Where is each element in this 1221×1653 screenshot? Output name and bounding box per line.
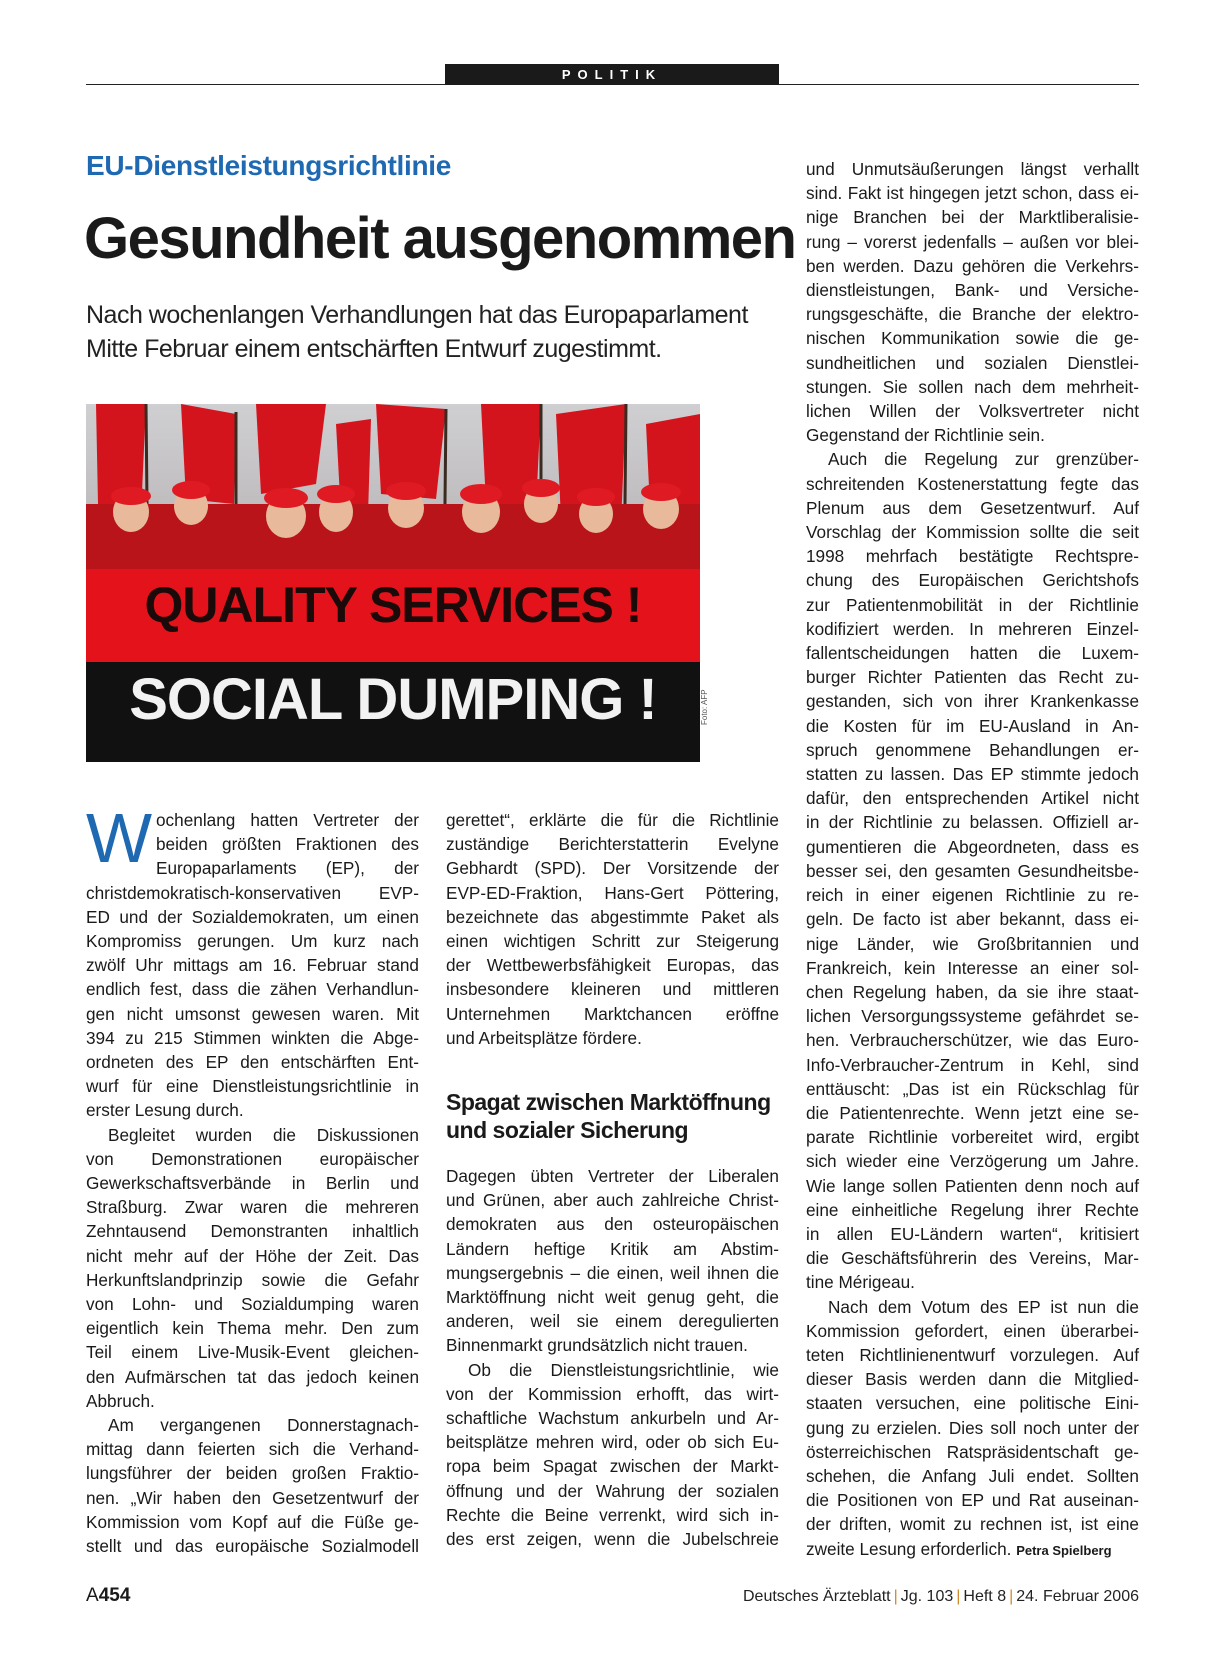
text-line: Info-Verbraucher-Zentrum in Kehl, sind [806,1054,1139,1075]
text-line: christdemokratisch-konservativen EVP- [86,882,419,903]
text-line: Dagegen übten Vertreter der Liberalen [446,1166,779,1186]
text-line: schaftliche Wachstum ankurbeln und Ar- [446,1408,779,1429]
text-column-2-continued [446,1164,779,1551]
text-line: nen. „Wir haben den Gesetzentwurf der [86,1487,419,1508]
text-line: die Geschäftsführerin des Vereins, Mar- [806,1248,1139,1269]
text-line: parate Richtlinie vorbereitet wird, ergibt [806,1127,1139,1148]
text-line: staaten versuchen, eine politische Eini- [806,1393,1139,1414]
text-line: Teil einem Live-Musik-Event gleichen- [86,1342,419,1363]
footer-separator: | [956,1588,961,1605]
text-line: Gewerkschaftsverbände in Berlin und [86,1173,419,1194]
banner-text-top: QUALITY SERVICES ! [144,577,642,633]
text-line: burger Richter Patienten das Recht zu- [806,667,1139,688]
text-line: teten Richtlinienentwurf vorzulegen. Auf [806,1344,1139,1365]
journal-date: 24. Februar 2006 [1016,1588,1139,1605]
text-line: Binnenmarkt grundsätzlich nicht trauen. [446,1335,748,1356]
text-line: Ob die Dienstleistungsrichtlinie, wie [468,1359,779,1380]
text-line: EVP-ED-Fraktion, Hans-Gert Pöttering, [446,882,779,903]
text-line: sind. Fakt ist hingegen jetzt schon, dass ei- [806,183,1139,204]
text-line: stellt und das europäische Sozialmodell [86,1536,419,1557]
text-line: kodifiziert werden. In mehreren Einzel- [806,618,1139,639]
text-line: und Grünen, aber auch zahlreiche Christ- [446,1190,779,1211]
text-line: Plenum aus dem Gesetzentwurf. Auf [806,497,1139,518]
text-column-2 [446,808,779,1050]
text-line: enttäuscht: „Das ist ein Rückschlag für [806,1078,1139,1099]
text-line: nicht mehr auf der Höhe der Zeit. Das [86,1245,419,1266]
text-line: rung – vorerst jedenfalls – außen vor blei- [806,231,1139,252]
text-line: dieser Basis werden dann die Mitglied- [806,1369,1139,1390]
text-line: nischen Kommunikation sowie die ge- [806,328,1139,349]
text-line: Auch die Regelung zur grenzüber- [828,449,1139,470]
demonstration-photo [86,404,700,762]
text-line: Gebhardt (SPD). Der Vorsitzende der [446,858,779,879]
text-line: Straßburg. Zwar waren die mehreren [86,1197,419,1218]
text-line: öffnung und der Wahrung der sozialen [446,1480,779,1501]
text-line: insbesondere kleineren und mittleren [446,979,779,1000]
text-line: spruch genommene Behandlungen er- [806,739,1139,760]
page-prefix: A [86,1585,99,1606]
text-line: hen. Verbraucherschützer, wie das Euro- [806,1030,1139,1051]
text-line: Rechte die Beine verrenkt, wird sich in- [446,1504,779,1525]
text-line: Unternehmen Marktchancen eröffne [446,1003,779,1024]
text-line: 394 zu 215 Stimmen winkten die Abge- [86,1027,419,1048]
text-line: in der Richtlinie zu belassen. Offiziell ar- [806,812,1139,833]
text-line: mittag dann feierten sich die Verhand- [86,1439,419,1460]
text-line: lichen Versorgungssysteme gefährdet se- [806,1006,1139,1027]
text-line: bezeichnete das abgestimmte Paket als [446,906,779,927]
text-line: stungen. Sie sollen nach dem mehrheit- [806,376,1139,397]
journal-volume: Jg. 103 [900,1588,954,1605]
journal-issue: Heft 8 [963,1588,1007,1605]
text-line: zur Patientenmobilität in der Richtlinie [806,594,1139,615]
text-line: ben werden. Dazu gehören die Verkehrs- [806,255,1139,276]
text-line-fragment: zweite Lesung erforderlich. [806,1538,1012,1559]
text-line: demokraten aus den osteuropäischen [446,1214,779,1235]
text-line: von der Kommission erhofft, das wirt- [446,1383,779,1404]
text-column-1 [86,799,419,1558]
text-line: gumentieren die Abgeordneten, dass es [806,836,1139,857]
text-line: gerettet“, erklärte die für die Richtlinie [446,810,779,830]
standfirst-line: Nach wochenlangen Verhandlungen hat das Europaparlament [86,301,748,329]
text-line: nige Länder, wie Großbritannien und [806,933,1139,954]
headline: Gesundheit ausgenommen [84,206,796,271]
text-line: lungsführer der beiden großen Fraktio- [86,1463,419,1484]
text-line: fallentscheidungen hatten die Luxem- [806,643,1139,664]
text-line: sich wieder eine Verzögerung um Jahre. [806,1151,1139,1172]
text-line: gestanden, sich von ihrer Krankenkasse [806,691,1139,712]
subheading-line: und sozialer Sicherung [446,1117,689,1143]
text-line: Nach dem Votum des EP ist nun die [828,1296,1139,1317]
banner-text-bottom: SOCIAL DUMPING ! [129,667,657,732]
text-line: chen Regelung haben, da sie ihre staat- [806,981,1139,1002]
page-number-value: 454 [98,1585,131,1606]
text-line: des erst zeigen, wenn die Jubelschreie [446,1529,779,1550]
subheading [446,1088,779,1144]
text-line: und Arbeitsplätze fördere. [446,1027,642,1048]
text-line: Zehntausend Demonstranten inhaltlich [86,1221,419,1242]
text-line: gen nicht umsonst gewesen waren. Mit [86,1003,419,1024]
text-line: reich in einer eigenen Richtlinie zu re- [806,885,1139,906]
text-line: der driften, womit zu rechnen ist, ist eine [806,1514,1139,1535]
text-line: anderen, weil sie einem deregulierten [446,1311,779,1332]
section-label: POLITIK [445,64,779,85]
text-line: Abbruch. [86,1390,155,1411]
text-line: einen wichtigen Schritt zur Steigerung [446,931,779,952]
text-line: Ländern heftige Kritik am Abstim- [446,1238,779,1259]
text-line: gung zu erzielen. Dies soll noch unter der [806,1417,1139,1438]
text-line: ordneten des EP den entschärften Ent- [86,1052,419,1073]
text-line: sundheitlichen und sozialen Dienstlei- [806,352,1139,373]
text-line: schehen, die Anfang Juli endet. Sollten [806,1465,1139,1486]
text-line: besser sei, den gesamten Gesundheitsbe- [806,860,1139,881]
standfirst [86,298,796,366]
text-line: den Aufmärschen tat das jedoch keinen [86,1366,419,1387]
text-line: lichen Willen der Volksvertreter nicht [806,401,1139,422]
text-line: die Patientenrechte. Wenn jetzt eine se- [806,1102,1139,1123]
text-line: beitsplätze mehren wird, oder ob sich Eu- [446,1432,779,1453]
footer-separator: | [1009,1588,1014,1605]
text-line: von Demonstrationen europäischer [86,1148,419,1169]
text-line: schreitenden Kostenerstattung fegte das [806,473,1139,494]
text-line: Frankreich, kein Interesse an einer sol- [806,957,1139,978]
subheading-line: Spagat zwischen Marktöffnung [446,1089,771,1115]
text-line: österreichischen Ratspräsidentschaft ge- [806,1441,1139,1462]
text-line: eigentlich kein Thema mehr. Den zum [86,1318,419,1339]
drop-cap: W [86,799,153,877]
text-line: nige Branchen bei der Marktliberalisie- [806,207,1139,228]
text-line: in allen EU-Ländern warten“, kritisiert [806,1223,1139,1244]
text-line: Vorschlag der Kommission sollte die seit [806,522,1139,543]
text-line: Am vergangenen Donnerstagnach- [108,1415,419,1436]
text-line: beiden größten Fraktionen des [156,834,419,855]
text-line: Wie lange sollen Patienten denn noch auf [806,1175,1139,1196]
text-line: mungsergebnis – die einen, weil ihnen die [446,1262,779,1283]
text-line: ED und der Sozialdemokraten, um einen [86,906,419,927]
text-column-3 [806,157,1139,1563]
text-line: Begleitet wurden die Diskussionen [108,1124,419,1145]
standfirst-line: Mitte Februar einem entschärften Entwurf zugestimmt. [86,335,662,363]
text-line: Marktöffnung nicht weit genug geht, die [446,1287,779,1308]
text-line: zuständige Berichterstatterin Evelyne [446,834,779,855]
text-line [806,1537,1139,1563]
text-line: endlich fest, dass die zähen Verhandlun- [86,979,419,1000]
text-line: wurf für eine Dienstleistungsrichtlinie in [86,1076,419,1097]
text-line: Gegenstand der Richtlinie sein. [806,425,1045,446]
text-line: dienstleistungen, Bank- und Versiche- [806,280,1139,301]
footer-separator: | [893,1588,898,1605]
text-line: Kommission vom Kopf auf die Füße ge- [86,1511,419,1532]
text-line: geln. De facto ist aber bekannt, dass ei- [806,909,1139,930]
photo-credit: Foto: AFP [700,689,709,725]
text-line: die Positionen von EP und Rat auseinan- [806,1490,1139,1511]
page-number [86,1585,130,1607]
author-byline: Petra Spielberg [1016,1542,1112,1558]
text-line: erster Lesung durch. [86,1100,244,1121]
text-line: chung des Europäischen Gerichtshofs [806,570,1139,591]
text-line: dafür, den entsprechenden Artikel nicht [806,788,1139,809]
text-line: ropa beim Spagat zwischen der Markt- [446,1456,779,1477]
text-line: rungsgeschäfte, die Branche der elektro- [806,304,1139,325]
text-line: von Lohn- und Sozialdumping waren [86,1294,419,1315]
publication-footer [743,1588,1139,1606]
text-line: tine Mérigeau. [806,1272,915,1293]
text-line: Herkunftslandprinzip sowie die Gefahr [86,1269,419,1290]
text-line: Kommission gefordert, einen überarbei- [806,1320,1139,1341]
text-line: die Kosten für im EU-Ausland in An- [806,715,1139,736]
text-line: zwölf Uhr mittags am 16. Februar stand [86,955,419,976]
text-line: und Unmutsäußerungen längst verhallt [806,159,1139,179]
text-line: eine einheitliche Regelung ihrer Rechte [806,1199,1139,1220]
text-line: 1998 mehrfach bestätigte Rechtspre- [806,546,1139,567]
text-line: der Wettbewerbsfähigkeit Europas, das [446,955,779,976]
journal-name: Deutsches Ärzteblatt [742,1588,891,1605]
text-line: Kompromiss gerungen. Um kurz nach [86,931,419,952]
kicker: EU-Dienstleistungsrichtlinie [86,150,451,181]
text-line: Europaparlaments (EP), der [156,858,419,879]
text-line: ochenlang hatten Vertreter der [156,810,419,830]
text-line: statten zu lassen. Das EP stimmte jedoch [806,764,1139,785]
